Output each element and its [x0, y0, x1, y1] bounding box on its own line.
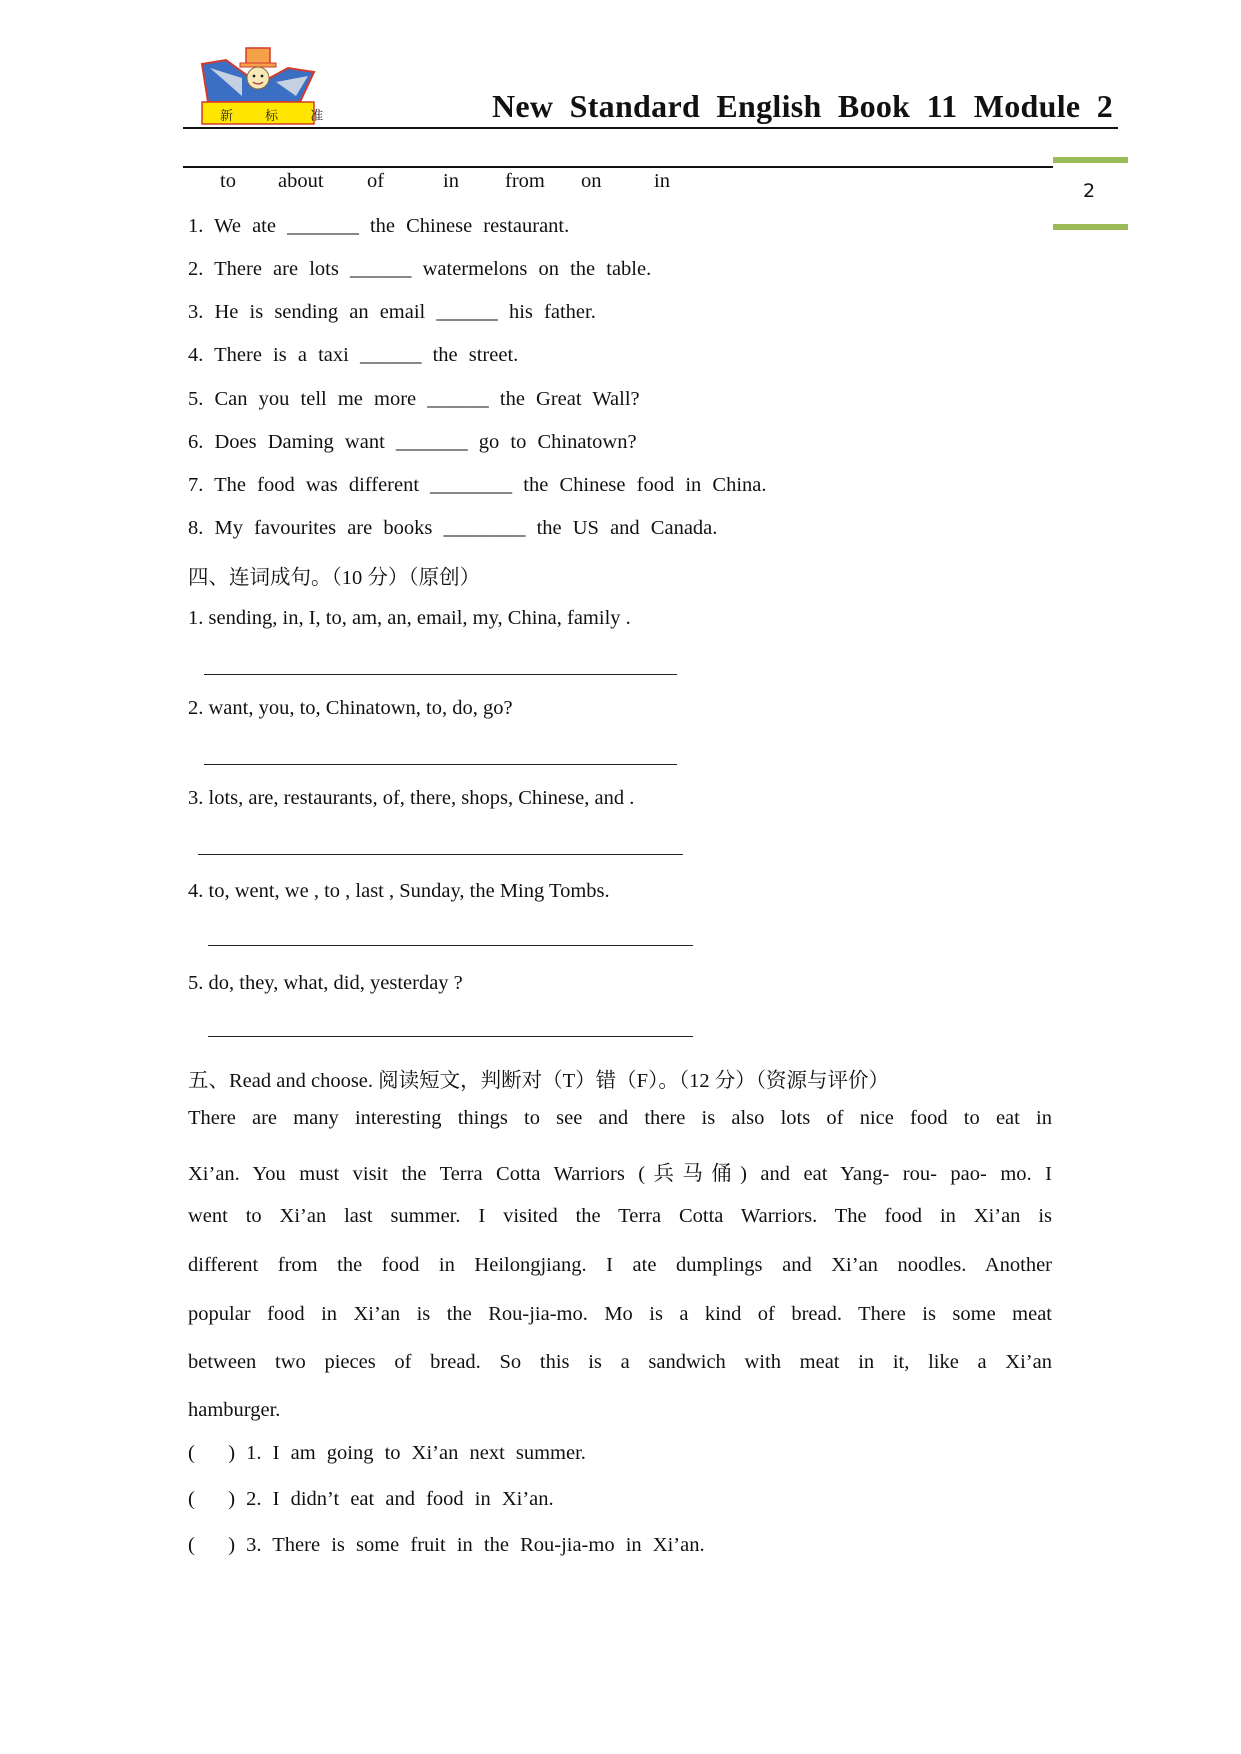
- true-false-item: [188, 1534, 705, 1557]
- item-text-before: We ate: [214, 215, 276, 237]
- item-number: 4.: [188, 344, 204, 366]
- item-text-before: There are lots: [214, 258, 339, 280]
- passage-line: between two pieces of bread. So this is a sandwich with meat in it, like a Xi’an: [188, 1351, 1052, 1373]
- item-number: 8.: [188, 517, 204, 539]
- answer-blank[interactable]: ________: [443, 517, 526, 539]
- fill-blank-item: [188, 215, 569, 238]
- answer-blank[interactable]: _______: [395, 431, 468, 453]
- word-bank-item: on: [581, 170, 602, 192]
- item-text-after: watermelons on the table.: [422, 258, 652, 280]
- item-text-after: the Chinese food in China.: [523, 474, 767, 496]
- word-bank-item: about: [278, 170, 324, 192]
- section-5-title: 五、Read and choose. 阅读短文，判断对（T）错（F）。（12 分）（资源与评价）: [188, 1070, 889, 1092]
- answer-blank[interactable]: ______: [436, 301, 498, 323]
- book-mascot-logo: [196, 46, 338, 126]
- item-text-before: He is sending an email: [214, 301, 426, 323]
- fill-blank-item: [188, 258, 651, 281]
- page-number-bottom-bar: [1053, 224, 1128, 230]
- item-text-after: the Great Wall?: [499, 388, 640, 410]
- answer-blank[interactable]: ______: [359, 344, 422, 366]
- page-title: New Standard English Book 11 Module 2: [491, 88, 1113, 124]
- item-text-before: Does Daming want: [214, 431, 385, 453]
- fill-blank-item: [188, 474, 767, 497]
- true-false-item: [188, 1488, 554, 1511]
- item-number: 7.: [188, 474, 204, 496]
- word-order-item: 2. want, you, to, Chinatown, to, do, go?: [188, 697, 513, 719]
- answer-blank[interactable]: ______: [427, 388, 489, 410]
- item-text-before: There is a taxi: [214, 344, 349, 366]
- word-bank-item: to: [220, 170, 236, 192]
- passage-line: different from the food in Heilongjiang. I ate dumplings and Xi’an noodles. Another: [188, 1254, 1052, 1276]
- answer-line[interactable]: [208, 945, 693, 946]
- question-text: 1. I am going to Xi’an next summer.: [246, 1442, 586, 1464]
- question-text: 2. I didn’t eat and food in Xi’an.: [246, 1488, 554, 1510]
- item-text-before: My favourites are books: [214, 517, 433, 539]
- word-bank-item: from: [505, 170, 545, 192]
- item-text-after: the Chinese restaurant.: [369, 215, 570, 237]
- word-bank-item: in: [654, 170, 670, 192]
- item-text-after: go to Chinatown?: [478, 431, 637, 453]
- item-text-after: the US and Canada.: [536, 517, 718, 539]
- fill-blank-item: [188, 301, 596, 324]
- answer-bracket[interactable]: ( ): [188, 1534, 236, 1556]
- question-text: 3. There is some fruit in the Rou-jia-mo in Xi’an.: [246, 1534, 705, 1556]
- word-order-item: 5. do, they, what, did, yesterday ?: [188, 972, 463, 994]
- content-top-rule: [183, 166, 1053, 168]
- answer-line[interactable]: [208, 1036, 693, 1037]
- fill-blank-item: [188, 388, 640, 411]
- item-number: 1.: [188, 215, 204, 237]
- fill-blank-item: [188, 431, 637, 454]
- item-number: 6.: [188, 431, 204, 453]
- word-order-item: 1. sending, in, I, to, am, an, email, my, China, family .: [188, 607, 631, 629]
- item-number: 5.: [188, 388, 204, 410]
- passage-line: popular food in Xi’an is the Rou-jia-mo. Mo is a kind of bread. There is some meat: [188, 1303, 1052, 1325]
- answer-line[interactable]: [204, 674, 677, 675]
- item-text-after: his father.: [508, 301, 596, 323]
- word-bank-item: of: [367, 170, 385, 192]
- answer-line[interactable]: [198, 854, 683, 855]
- item-text-before: The food was different: [214, 474, 420, 496]
- page-number-top-bar: [1053, 157, 1128, 163]
- header-rule: [183, 127, 1118, 129]
- answer-blank[interactable]: ______: [349, 258, 412, 280]
- passage-line: Xi’an. You must visit the Terra Cotta Warriors (兵马俑) and eat Yang- rou- pao- mo. I: [188, 1163, 1052, 1185]
- answer-line[interactable]: [204, 764, 677, 765]
- answer-bracket[interactable]: ( ): [188, 1442, 236, 1464]
- passage-line: went to Xi’an last summer. I visited the Terra Cotta Warriors. The food in Xi’an is: [188, 1205, 1052, 1227]
- passage-line: There are many interesting things to see and there is also lots of nice food to eat in: [188, 1107, 1052, 1129]
- answer-blank[interactable]: _______: [287, 215, 359, 237]
- word-order-item: 4. to, went, we , to , last , Sunday, the Ming Tombs.: [188, 880, 610, 902]
- answer-bracket[interactable]: ( ): [188, 1488, 236, 1510]
- word-bank-item: in: [443, 170, 459, 192]
- fill-blank-item: [188, 344, 518, 367]
- item-text-after: the street.: [432, 344, 519, 366]
- fill-blank-item: [188, 517, 717, 540]
- true-false-item: [188, 1442, 586, 1465]
- page-number: 2: [1083, 180, 1096, 202]
- item-text-before: Can you tell me more: [214, 388, 417, 410]
- item-number: 3.: [188, 301, 204, 323]
- section-4-title: 四、连词成句。（10 分）（原创）: [188, 567, 481, 589]
- passage-line: hamburger.: [188, 1399, 281, 1421]
- item-number: 2.: [188, 258, 204, 280]
- logo-label: 新 标 准: [220, 109, 338, 124]
- word-order-item: 3. lots, are, restaurants, of, there, shops, Chinese, and .: [188, 787, 635, 809]
- answer-blank[interactable]: ________: [430, 474, 513, 496]
